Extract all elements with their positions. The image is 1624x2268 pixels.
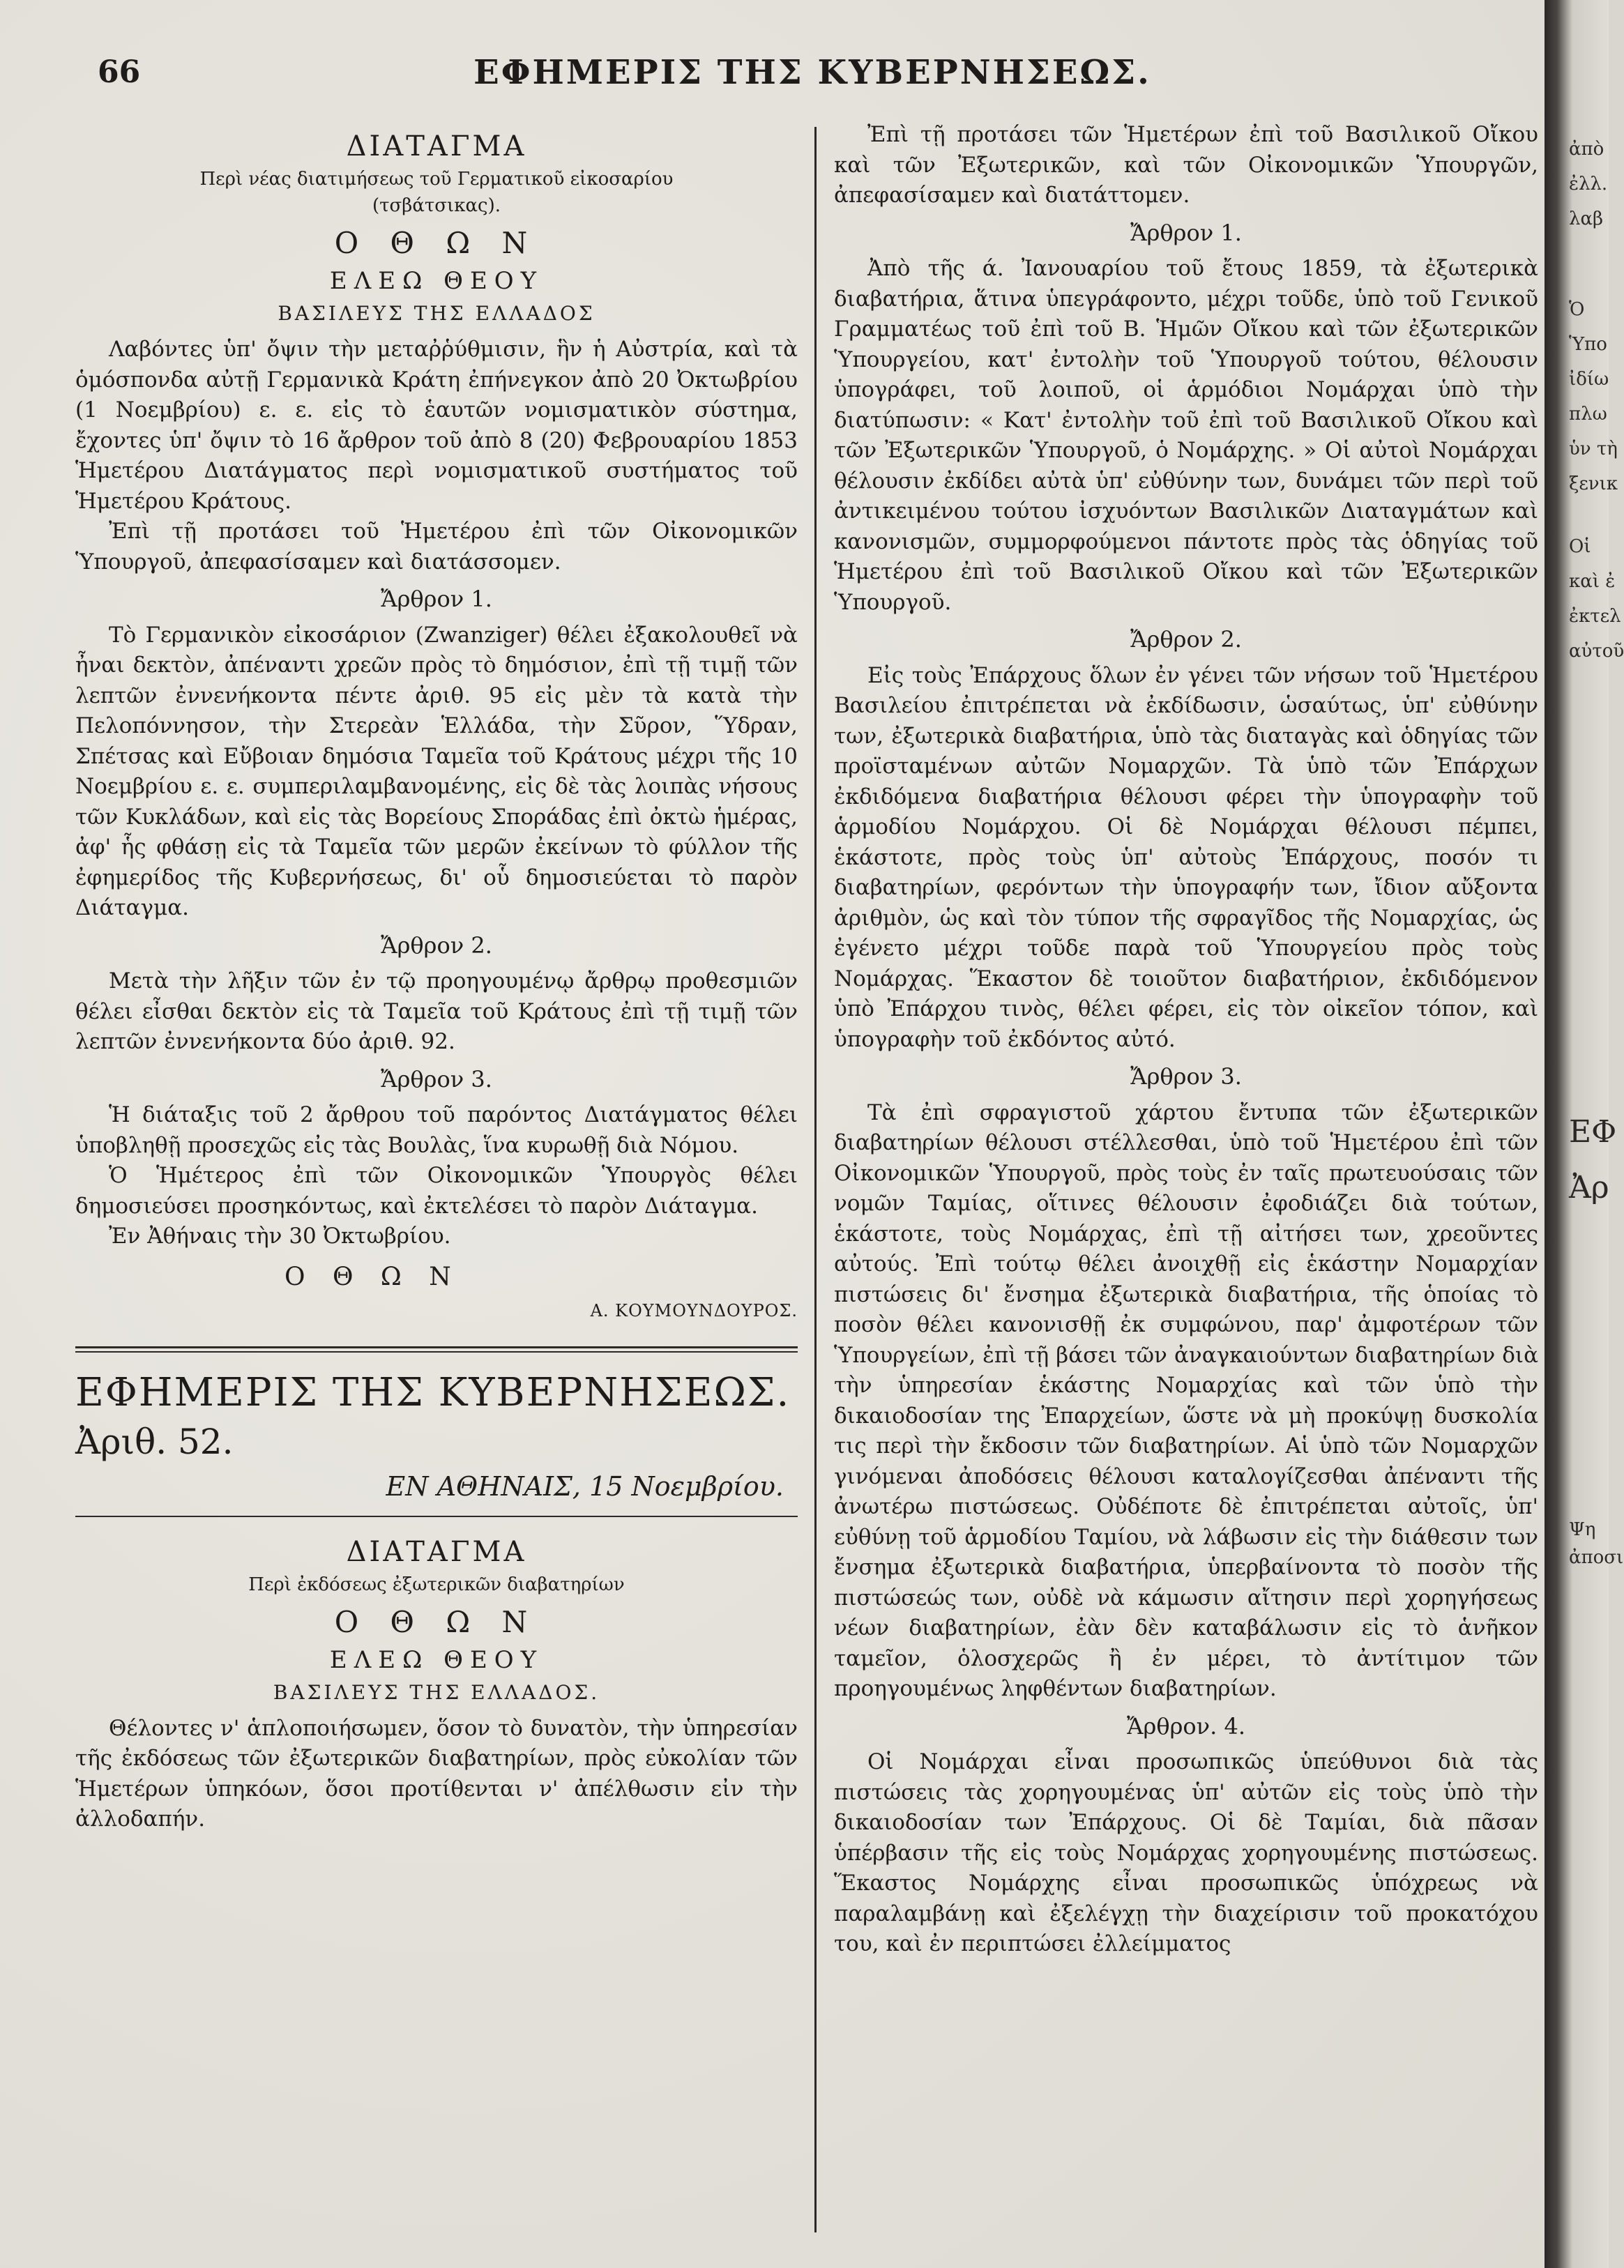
decree1-king: Ο Θ Ω Ν (334, 226, 539, 260)
decree1-execution: Ὁ Ἡμέτερος ἐπὶ τῶν Οἰκονομικῶν Ὑπουργὸς θέλει δημοσιεύσει προσηκόντως, καὶ ἐκτελέσει τὸ παρὸν Διάταγμα. (75, 1163, 798, 1219)
decree2-preamble: Θέλοντες ν' ἁπλοποιήσωμεν, ὅσον τὸ δυνατὸν, τὴν ὑπηρεσίαν τῆς ἐκδόσεως τῶν ἐξωτερικῶν διαβατηρίων, πρὸς εὐκολίαν τῶν Ἡμετέρων ὑπηκόων, ὅσοι προτίθενται ν' ἀπέλθωσιν εἰν τὴν ἀλλοδαπήν. (75, 1715, 798, 1832)
decree1-minister: Α. ΚΟΥΜΟΥΝΔΟΥΡΟΣ. (590, 1301, 798, 1321)
issue-number: Ἀριθ. 52. (75, 1421, 234, 1462)
edge-fragment: ξενικ (1569, 473, 1618, 494)
right-column (834, 120, 1538, 1960)
decree1-realm: ΒΑΣΙΛΕΥΣ ΤΗΣ ΕΛΛΑΔΟΣ (278, 302, 595, 325)
decree1-preamble: Λαβόντες ὑπ' ὄψιν τὴν μεταῤῥύθμισιν, ἣν ἡ Αὐστρία, καὶ τὰ ὁμόσπονδα αὐτῇ Γερμανικὰ Κράτη ἐπήνεγκον ἀπὸ 20 Ὀκτωβρίου (1 Νοεμβρίου) ε. ε. εἰς τὸ ἑαυτῶν νομισματικὸν σύστημα, ἔχοντες ὑπ' ὄψιν τὸ 16 ἄρθρον τοῦ ἀπὸ 8 (20) Φεβρουαρίου 1853 Ἡμετέρου Διατάγματος περὶ νομισματικοῦ συστήματος τοῦ Ἡμετέρου Κράτους. (75, 337, 798, 514)
masthead-title: ΕΦΗΜΕΡΙΣ ΤΗΣ ΚΥΒΕΡΝΗΣΕΩΣ. (75, 1369, 791, 1415)
masthead-rule-bottom (75, 1516, 798, 1517)
decree2-art4-heading: Ἄρθρον. 4. (1127, 1712, 1245, 1740)
decree2-art1-heading: Ἄρθρον 1. (1130, 219, 1242, 246)
edge-fragment: ἐλλ. (1569, 174, 1608, 195)
edge-fragment: ὑν τὴ (1569, 439, 1618, 459)
decree1-art2-heading: Ἄρθρον 2. (381, 931, 492, 959)
decree2-grace: ΕΛΕΩ ΘΕΟΥ (329, 1645, 544, 1674)
masthead-rule-top (75, 1346, 798, 1348)
page-number: 66 (98, 54, 141, 90)
edge-fragment: Ψη (1569, 1519, 1596, 1540)
decree2-realm: ΒΑΣΙΛΕΥΣ ΤΗΣ ΕΛΛΑΔΟΣ. (273, 1680, 600, 1704)
edge-fragment: ἀπὸ (1569, 139, 1604, 160)
decree1-art3-text: Ἡ διάταξις τοῦ 2 ἄρθρου τοῦ παρόντος Διατάγματος θέλει ὑποβληθῇ προσεχῶς εἰς τὰς Βουλὰς, ἵνα κυρωθῇ διὰ Νόμου. (75, 1102, 798, 1158)
decree2-art2-text: Εἰς τοὺς Ἐπάρχους ὅλων ἐν γένει τῶν νήσων τοῦ Ἡμετέρου Βασιλείου ἐπιτρέπεται νὰ ἐκδίδωσιν, ὡσαύτως, ὑπ' εὐθύνην των, ἐξωτερικὰ διαβατήρια, ὑπὸ τὰς διαταγὰς καὶ ὁδηγίας τῶν προϊσταμένων αὐτῶν Νομαρχῶν. Τὰ ὑπὸ τῶν Ἐπάρχων ἐκδιδόμενα διαβατήρια θέλουσι φέρει τὴν ὑπογραφὴν τοῦ ἁρμοδίου Νομάρχου. Οἱ δὲ Νομάρχαι θέλουσι πέμπει, ἑκάστοτε, πρὸς τοὺς ὑπ' αὐτοὺς Ἐπάρχους, ποσόν τι διαβατηρίων, φερόντων τὴν ὑπογραφήν των, ἴδιον αὔξοντα ἀριθμὸν, ὡς καὶ τὸν τύπον τῆς σφραγῖδος τῆς Νομαρχίας, ὡς ἐγένετο μέχρι τοῦδε παρὰ τοῦ Ὑπουργείου πρὸς τοὺς Νομάρχας. Ἕκαστον δὲ τοιοῦτον διαβατήριον, ἐκδιδόμενον ὑπὸ Ἐπάρχου τινὸς, θέλει φέρει, εἰς τὸν οἰκεῖον τόπον, καὶ ὑπογραφὴν τοῦ ἐκδόντος αὐτό. (834, 662, 1538, 1052)
edge-fragment: ἰδίω (1569, 369, 1609, 390)
decree1-art2-text: Μετὰ τὴν λῆξιν τῶν ἐν τῷ προηγουμένῳ ἄρθρῳ προθεσμιῶν θέλει εἶσθαι δεκτὸν εἰς τὰ Ταμεῖα τοῦ Κράτους ἐπὶ τῇ τιμῇ τῶν λεπτῶν ἐννενήκοντα δύο ἀριθ. 92. (75, 968, 798, 1054)
decree1-dated: Ἐν Ἀθήναις τὴν 30 Ὀκτωβρίου. (109, 1224, 451, 1249)
decree1-subtitle: Περὶ νέας διατιμήσεως τοῦ Γερματικοῦ εἰκοσαρίου (τσβάτσικας). (199, 169, 674, 216)
decree1-grace: ΕΛΕΩ ΘΕΟΥ (329, 267, 544, 295)
decree2-art3-heading: Ἄρθρον 3. (1130, 1063, 1242, 1090)
edge-fragment: ἀποσι (1569, 1547, 1624, 1568)
left-column (75, 120, 798, 1835)
edge-fragment: αὐτοῦ (1569, 641, 1624, 662)
decree1-art1-text: Τὸ Γερμανικὸν εἰκοσάριον (Zwanziger) θέλει ἐξακολουθεῖ νὰ ἦναι δεκτὸν, ἀπέναντι χρεῶν πρὸς τὸ δημόσιον, ἐπὶ τῇ τιμῇ τῶν λεπτῶν ἐννενήκοντα πέντε ἀριθ. 95 εἰς μὲν τὰ κατὰ τὴν Πελοπόννησον, τὴν Στερεὰν Ἑλλάδα, τὴν Σῦρον, Ὕδραν, Σπέτσας καὶ Εὔβοιαν δημόσια Ταμεῖα τοῦ Κράτους μέχρι τῆς 10 Νοεμβρίου ε. ε. συμπεριλαμβανομένης, εἰς δὲ τὰς λοιπὰς νήσους τῶν Κυκλάδων, καὶ εἰς τὰς Βορείους Σποράδας ἐπὶ ὀκτὼ ἡμέρας, ἀφ' ἧς φθάσῃ εἰς τὰ Ταμεῖα τῶν μερῶν ἐκείνων τὸ φύλλον τῆς ἐφημερίδος τῆς Κυβερνήσεως, δι' οὗ δημοσιεύεται τὸ παρὸν Διάταγμα. (75, 622, 798, 920)
edge-fragment: πλω (1569, 404, 1607, 425)
decree2-title: ΔΙΑΤΑΓΜΑ (346, 1535, 527, 1568)
running-title: ΕΦΗΜΕΡΙΣ ΤΗΣ ΚΥΒΕΡΝΗΣΕΩΣ. (473, 53, 1151, 92)
edge-fragment: ΕΦ (1569, 1114, 1617, 1150)
decree1-signature: Ο Θ Ω Ν (284, 1262, 461, 1291)
decree2-king: Ο Θ Ω Ν (334, 1604, 539, 1639)
decree2-art2-heading: Ἄρθρον 2. (1130, 626, 1242, 653)
edge-fragment: Οἱ (1569, 536, 1591, 557)
decree1-art1-heading: Ἄρθρον 1. (381, 586, 492, 612)
decree2-art1-text: Ἀπὸ τῆς ά. Ἰανουαρίου τοῦ ἔτους 1859, τὰ ἐξωτερικὰ διαβατήρια, ἅτινα ὑπεγράφοντο, μέχρι τοῦδε, ὑπὸ τοῦ Γενικοῦ Γραμματέως τοῦ ἐπὶ τοῦ Β. Ἡμῶν Οἴκου καὶ τῶν ἐξωτερικῶν Ὑπουργείου, κατ' ἐντολὴν τοῦ Ὑπουργοῦ τούτου, θέλουσιν ὑπογράφει, τοῦ λοιποῦ, οἱ ἁρμόδιοι Νομάρχαι ὑπὸ τὴν διατύπωσιν: « Κατ' ἐντολὴν τοῦ ἐπὶ τοῦ Βασιλικοῦ Οἴκου καὶ τῶν Ἐξωτερικῶν Ὑπουργοῦ, ὁ Νομάρχης. » Οἱ αὐτοὶ Νομάρχαι θέλουσιν ἐκδίδει αὐτὰ ὑπ' εὐθύνην των, δυνάμει τῶν περὶ τοῦ ἀντικειμένου τούτου ἰσχυόντων Βασιλικῶν Διαταγμάτων καὶ κανονισμῶν, συμμορφούμενοι πάντοτε πρὸς τὰς ὁδηγίας τοῦ Ἡμετέρου ἐπὶ τοῦ Βασιλικοῦ Οἴκου καὶ τῶν Ἐξωτερικῶν Ὑπουργοῦ. (834, 256, 1538, 615)
edge-fragment: Ἀρ (1569, 1170, 1609, 1205)
masthead-rule-top-thin (75, 1351, 798, 1353)
dateline: ΕΝ ΑΘΗΝΑΙΣ, 15 Νοεμβρίου. (386, 1470, 784, 1502)
decree1-title: ΔΙΑΤΑΓΜΑ (346, 130, 527, 162)
running-header (84, 50, 1541, 99)
edge-fragment: Ὑπο (1569, 334, 1607, 355)
decree2-proposal: Ἐπὶ τῇ προτάσει τῶν Ἡμετέρων ἐπὶ τοῦ Βασιλικοῦ Οἴκου καὶ τῶν Ἐξωτερικῶν, καὶ τῶν Οἰκονομικῶν Ὑπουργῶν, ἀπεφασίσαμεν καὶ διατάττομεν. (834, 122, 1538, 208)
column-divider (814, 127, 817, 2232)
decree1-proposal: Ἐπὶ τῇ προτάσει τοῦ Ἡμετέρου ἐπὶ τῶν Οἰκονομικῶν Ὑπουργοῦ, ἀπεφασίσαμεν καὶ διατάσσομεν. (75, 519, 798, 574)
decree2-subtitle: Περὶ ἐκδόσεως ἐξωτερικῶν διαβατηρίων (248, 1574, 625, 1595)
decree2-art4-text: Οἱ Νομάρχαι εἶναι προσωπικῶς ὑπεύθυνοι διὰ τὰς πιστώσεις τὰς χορηγουμένας ὑπ' αὐτῶν εἰς τοὺς ὑπὸ τὴν δικαιοδοσίαν των Ἐπάρχους. Οἱ δὲ Ταμίαι, διὰ πᾶσαν ὑπέρβασιν τῆς εἰς τοὺς Νομάρχας χορηγουμένης πιστώσεως. Ἕκαστος Νομάρχης εἶναι προσωπικῶς ὑπόχρεως νὰ παραλαμβάνῃ καὶ ἐξελέγχῃ τὴν διαχείρισιν τοῦ προκατόχου του, καὶ ἐν περιπτώσει ἐλλείμματος (834, 1749, 1538, 1956)
edge-fragment: ἐκτελ (1569, 606, 1621, 627)
edge-fragment: Ὁ (1569, 299, 1585, 320)
edge-fragment: λαβ (1569, 208, 1604, 229)
decree2-art3-text: Τὰ ἐπὶ σφραγιστοῦ χάρτου ἔντυπα τῶν ἐξωτερικῶν διαβατηρίων θέλουσι στέλλεσθαι, ὑπὸ τοῦ Ἡμετέρου ἐπὶ τῶν Οἰκονομικῶν Ὑπουργοῦ, πρὸς τοὺς ἐν ταῖς πρωτευούσαις τῶν νομῶν Ταμίας, οἵτινες θέλουσιν ἐφοδιάζει διὰ τούτων, ἑκάστοτε, τοὺς Νομάρχας, ἐπὶ τῇ αἰτήσει των, χρεοῦντες αὐτούς. Ἐπὶ τούτῳ θέλει ἀνοιχθῇ εἰς ἑκάστην Νομαρχίαν πιστώσεις δι' ἔνσημα ἐξωτερικὰ διαβατήρια, τῆς ὁποίας τὸ ποσὸν θέλει κανονισθῇ ἐκ συμφώνου, παρ' ἀμφοτέρων τῶν Ὑπουργείων, ἐπὶ τῇ βάσει τῶν ἀναγκαιούντων διαβατηρίων διὰ τὴν ὑπηρεσίαν ἑκάστης Νομαρχίας καὶ τῶν ὑπὸ τὴν δικαιοδοσίαν της Ἐπαρχείων, ὥστε νὰ μὴ προκύψῃ δυσκολία τις περὶ τὴν ἔκδοσιν τῶν διαβατηρίων. Αἱ ὑπὸ τῶν Νομαρχῶν γινόμεναι ἀποδόσεις θέλουσι καταλογίζεσθαι ἀπέναντι τῆς ἀνωτέρω πιστώσεως. Οὐδέποτε δὲ ἐπιτρέπεται αὐτοῖς, ὑπ' εὐθύνῃ τοῦ ἁρμοδίου Ταμίου, νὰ λάβωσιν εἰς τὴν διάθεσιν των ἔνσημα ἐξωτερικὰ διαβατήρια, ὑπερβαίνοντα τὸ ποσὸν τῆς πιστώσεώς των, οὐδὲ νὰ κάμωσιν αἴτησιν περὶ χορηγήσεως νέων διαβατηρίων, ἐὰν δὲν καταβάλωσιν εἰς τὸ ἁνῆκον ταμεῖον, ὁλοσχερῶς ἢ ἐν μέρει, τὸ ἀντίτιμον τῶν προηγουμένως ληφθέντων διαβατηρίων. (834, 1099, 1538, 1701)
decree1-art3-heading: Ἄρθρον 3. (381, 1065, 492, 1093)
edge-fragment: καὶ ἐ (1569, 571, 1616, 592)
